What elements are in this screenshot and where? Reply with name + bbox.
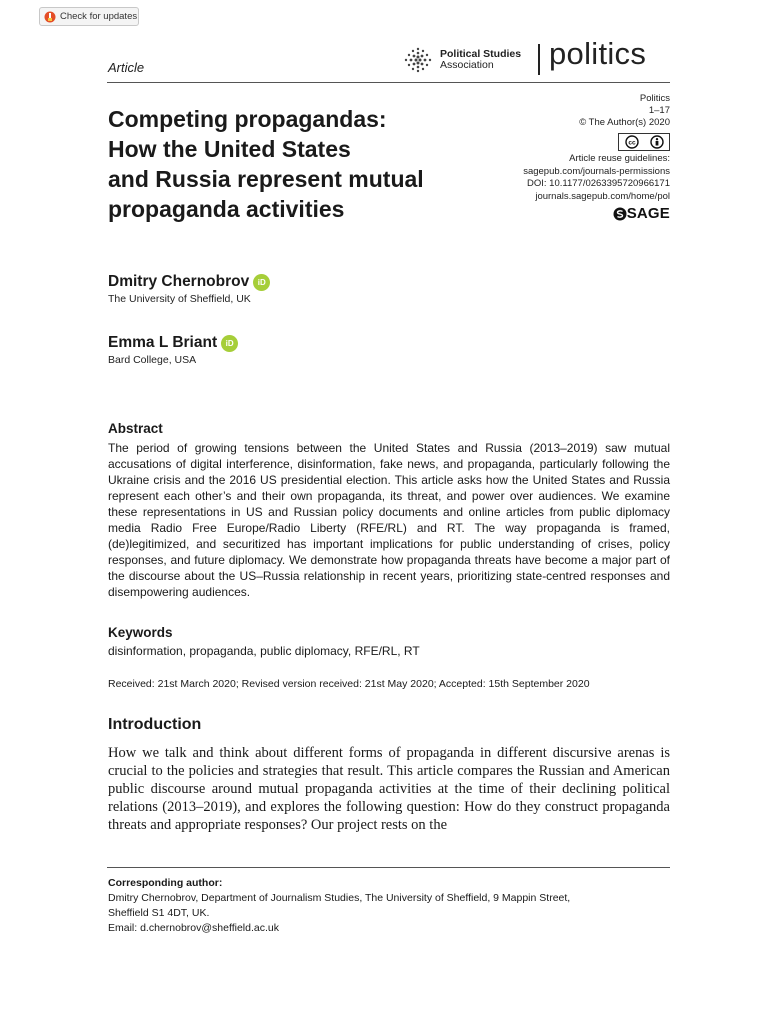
cc-by-icon xyxy=(650,135,664,149)
sage-logo xyxy=(613,205,670,222)
corresponding-line: Dmitry Chernobrov, Department of Journalism Studies, The University of Sheffield, 9 Mappin Street, xyxy=(108,892,571,904)
society-name-line1: Political Studies xyxy=(440,48,522,60)
check-updates-label: Check for updates xyxy=(60,11,138,22)
society-name-line2: Association xyxy=(440,59,494,71)
sage-logo-icon xyxy=(613,207,627,221)
psa-logo-icon xyxy=(403,46,433,74)
footnote-rule xyxy=(107,867,670,868)
introduction-text: How we talk and think about different forms of propaganda in different discursive arenas is crucial to the policies and strategies that result. This article compares the Russian and American public discourse around mutual propaganda activities at the time of their declining political relations (2013–2019), and explores the following question: How do they construct propaganda threats and appropriate responses? Our project rests on the xyxy=(108,745,670,833)
corresponding-email[interactable]: Email: d.chernobrov@sheffield.ac.uk xyxy=(108,922,279,934)
corresponding-line: Sheffield S1 4DT, UK. xyxy=(108,907,210,919)
author-affiliation: Bard College, USA xyxy=(108,354,197,366)
corresponding-details xyxy=(108,891,648,936)
check-for-updates-button[interactable] xyxy=(39,7,139,26)
reuse-label: Article reuse guidelines: xyxy=(569,153,670,164)
introduction-heading: Introduction xyxy=(108,716,202,733)
cc-icon xyxy=(625,135,639,149)
title-line: propaganda activities xyxy=(108,196,345,222)
abstract-text: The period of growing tensions between the United States and Russia (2013–2019) saw mutual accusations of digital interference, disinformation, fake news, and propaganda, particularly following the Ukraine crisis and the 2016 US presidential election. This article asks how the United States and Russia represent each other’s and their own propaganda, its threat, and power over audiences. We examine these representations in US and Russian policy documents and online articles from public diplomacy media Radio Free Europe/Radio Liberty (RFE/RL) and RT. The way propaganda is framed, (de)legitimized, and securitized has important implications for public understanding of crises, policy responses, and future diplomacy. We demonstrate how propaganda threats have become a major part of the discourse about the US–Russia relationship in recent years, prioritizing state-centred responses and disempowering audiences. xyxy=(108,441,670,599)
creative-commons-icon[interactable] xyxy=(618,133,670,151)
society-name xyxy=(440,49,521,71)
crossmark-icon xyxy=(44,11,56,23)
keywords-heading: Keywords xyxy=(108,625,173,640)
author-name: Dmitry Chernobrov xyxy=(108,273,250,290)
orcid-icon[interactable]: iD xyxy=(253,274,270,291)
abstract-heading: Abstract xyxy=(108,421,163,436)
publisher-name: SAGE xyxy=(626,205,670,222)
keywords-text: disinformation, propaganda, public diplomacy, RFE/RL, RT xyxy=(108,644,420,658)
doi[interactable]: DOI: 10.1177/0263395720966171 xyxy=(527,178,670,189)
journal-brand: politics xyxy=(549,36,647,71)
author xyxy=(108,334,238,352)
orcid-icon[interactable]: iD xyxy=(221,335,238,352)
author-name: Emma L Briant xyxy=(108,334,218,351)
author-affiliation: The University of Sheffield, UK xyxy=(108,293,251,305)
svg-text:cc: cc xyxy=(627,139,636,147)
journal-link[interactable]: journals.sagepub.com/home/pol xyxy=(535,190,670,202)
reuse-meta xyxy=(523,153,670,203)
article-title xyxy=(108,104,488,224)
copyright: © The Author(s) 2020 xyxy=(579,117,670,128)
header-rule xyxy=(107,82,670,83)
reuse-link[interactable]: sagepub.com/journals-permissions xyxy=(523,165,670,177)
article-dates: Received: 21st March 2020; Revised version received: 21st May 2020; Accepted: 15th September 2020 xyxy=(108,678,590,690)
page-range: 1–17 xyxy=(648,105,670,116)
author-block xyxy=(108,334,238,366)
title-line: Competing propagandas: xyxy=(108,106,387,132)
journal-name: Politics xyxy=(639,93,670,104)
author-block xyxy=(108,273,270,305)
journal-meta xyxy=(579,93,670,129)
title-line: How the United States xyxy=(108,136,351,162)
title-line: and Russia represent mutual xyxy=(108,166,424,192)
author xyxy=(108,273,270,291)
corresponding-heading: Corresponding author: xyxy=(108,877,223,889)
article-type-label: Article xyxy=(108,60,145,75)
brand-divider xyxy=(538,44,540,75)
